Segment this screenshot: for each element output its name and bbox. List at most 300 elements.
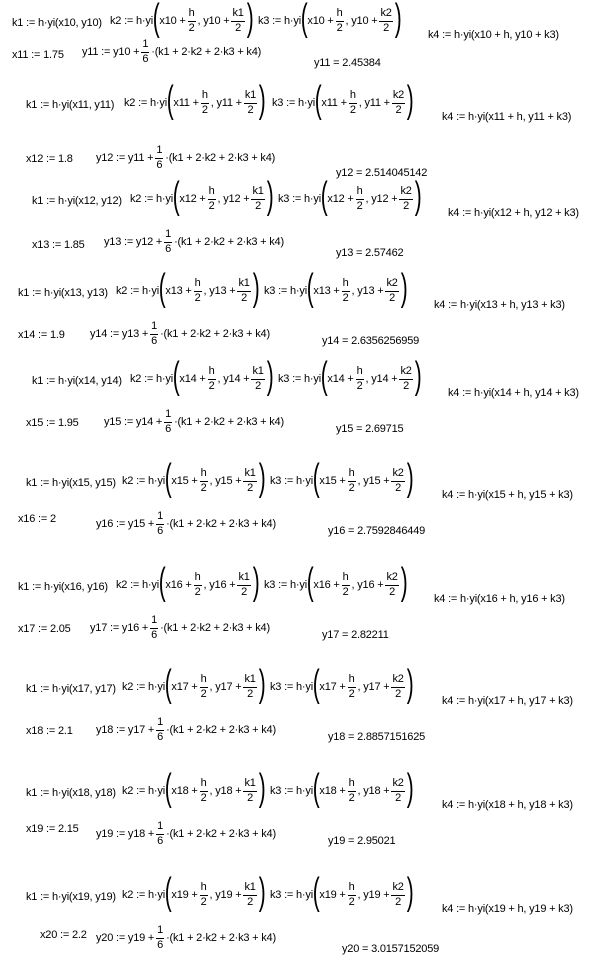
close-paren: )	[258, 79, 266, 121]
h-over-2-denominator: 2	[348, 482, 355, 494]
y-next-lhs: y20 := y19 +	[96, 932, 155, 944]
h-over-2-denominator: 2	[356, 200, 363, 212]
close-paren: )	[266, 355, 274, 397]
k1-over-2	[237, 571, 250, 599]
close-paren: )	[406, 457, 414, 499]
one-sixth-numerator: 1	[155, 144, 163, 159]
y-term: , y11 +	[210, 97, 242, 109]
h-over-2-denominator: 2	[348, 896, 355, 908]
one-sixth-denominator: 6	[165, 243, 172, 255]
k1-over-2-numerator: k1	[243, 673, 256, 688]
one-sixth	[155, 144, 163, 172]
y-term: , y15 +	[357, 475, 390, 487]
k2-definition	[130, 175, 274, 218]
x-term: x14 +	[179, 373, 206, 385]
k3-definition	[272, 79, 414, 122]
y-term: , y16 +	[351, 579, 384, 591]
one-sixth-denominator: 6	[157, 939, 164, 951]
close-paren: )	[258, 767, 266, 809]
k2-over-2-numerator: k2	[399, 185, 412, 200]
y-next-lhs: y11 := y10 +	[82, 46, 140, 58]
k2-over-2-denominator: 2	[383, 22, 390, 34]
y-result-value: 2.69715	[365, 423, 404, 435]
y-next-lhs: y19 := y18 +	[96, 828, 155, 840]
k2-definition	[116, 267, 260, 310]
k1-over-2	[244, 89, 257, 117]
one-sixth-denominator: 6	[157, 525, 164, 537]
y-result-lhs: y17 =	[322, 629, 352, 641]
k4-definition: k4 := h·yi(x18 + h, y18 + k3)	[442, 799, 573, 811]
y-next-result	[342, 942, 439, 956]
k3-definition	[270, 767, 414, 810]
k2-over-2	[385, 571, 398, 599]
y-term: , y19 +	[209, 889, 242, 901]
k4-definition: k4 := h·yi(x14 + h, y14 + k3)	[448, 387, 579, 399]
close-paren: )	[400, 561, 408, 603]
k1-over-2-denominator: 2	[241, 586, 248, 598]
x-term: x18 +	[319, 785, 346, 797]
x-term: x10 +	[307, 15, 334, 27]
k2-lhs: k2 := h·yi	[110, 15, 153, 27]
x-next-definition	[40, 928, 87, 942]
open-paren: (	[312, 663, 320, 705]
y-next-result	[328, 730, 425, 744]
y-next-lhs: y14 := y13 +	[90, 328, 149, 340]
k2-over-2-numerator: k2	[391, 467, 404, 482]
x-next-definition	[26, 152, 73, 166]
h-over-2	[348, 777, 356, 805]
y-next-lhs: y13 := y12 +	[104, 236, 163, 248]
h-over-2-denominator: 2	[200, 896, 207, 908]
k1-over-2-denominator: 2	[247, 792, 254, 804]
rk4-step-block	[0, 457, 594, 562]
rk4-step-block	[0, 561, 594, 666]
x-term: x17 +	[171, 681, 198, 693]
k3-definition	[270, 871, 414, 914]
k1-definition: k1 := h·yi(x12, y12)	[32, 195, 122, 207]
k2-over-2-numerator: k2	[391, 881, 404, 896]
k4-definition: k4 := h·yi(x16 + h, y16 + k3)	[434, 593, 565, 605]
k2-over-2	[391, 777, 404, 805]
k2-over-2-denominator: 2	[395, 482, 402, 494]
k1-over-2-numerator: k1	[251, 185, 264, 200]
open-paren: (	[158, 561, 166, 603]
k1-over-2-numerator: k1	[237, 571, 250, 586]
close-paren: )	[252, 561, 260, 603]
k3-lhs: k3 := h·yi	[278, 193, 321, 205]
h-over-2-denominator: 2	[201, 104, 208, 116]
x-next-definition	[18, 622, 71, 636]
y-result-lhs: y12 =	[336, 167, 366, 179]
k1-definition: k1 := h·yi(x13, y13)	[18, 287, 108, 299]
h-over-2	[348, 467, 356, 495]
k1-over-2	[243, 777, 256, 805]
y-result-lhs: y15 =	[336, 423, 366, 435]
one-sixth-numerator: 1	[156, 510, 164, 525]
weighted-sum: ·(k1 + 2·k2 + 2·k3 + k4)	[174, 416, 284, 428]
open-paren: (	[164, 767, 172, 809]
k1-over-2-numerator: k1	[243, 777, 256, 792]
k4-definition: k4 := h·yi(x12 + h, y12 + k3)	[448, 207, 579, 219]
x-term: x15 +	[171, 475, 198, 487]
y-result-lhs: y20 =	[342, 943, 372, 955]
h-over-2-denominator: 2	[188, 22, 195, 34]
y-term: , y13 +	[351, 285, 384, 297]
one-sixth-denominator: 6	[157, 731, 164, 743]
one-sixth-numerator: 1	[156, 820, 164, 835]
k3-lhs: k3 := h·yi	[270, 785, 313, 797]
x-term: x10 +	[159, 15, 186, 27]
rk4-step-block	[0, 79, 594, 184]
open-paren: (	[172, 175, 180, 217]
k2-lhs: k2 := h·yi	[130, 373, 173, 385]
k1-over-2	[243, 467, 256, 495]
h-over-2	[194, 571, 202, 599]
k1-over-2-denominator: 2	[255, 200, 262, 212]
y-result-lhs: y14 =	[322, 335, 352, 347]
y-next-lhs: y18 := y17 +	[96, 724, 155, 736]
y-term: , y14 +	[217, 373, 250, 385]
k2-definition	[116, 561, 260, 604]
one-sixth-numerator: 1	[156, 716, 164, 731]
x-next-definition	[26, 416, 79, 430]
k3-lhs: k3 := h·yi	[272, 97, 315, 109]
h-over-2-denominator: 2	[349, 104, 356, 116]
k1-over-2-denominator: 2	[247, 104, 254, 116]
h-over-2-numerator: h	[188, 7, 196, 22]
k1-definition: k1 := h·yi(x14, y14)	[32, 375, 122, 387]
k2-definition	[122, 457, 266, 500]
k1-over-2	[237, 277, 250, 305]
h-over-2-numerator: h	[201, 89, 209, 104]
k2-over-2-denominator: 2	[403, 200, 410, 212]
k2-definition	[124, 79, 266, 122]
k1-definition: k1 := h·yi(x17, y17)	[26, 683, 116, 695]
y-result-value: 2.45384	[342, 57, 381, 69]
close-paren: )	[252, 267, 260, 309]
y-result-value: 2.514045142	[365, 167, 428, 179]
close-paren: )	[266, 175, 274, 217]
k3-lhs: k3 := h·yi	[278, 373, 321, 385]
h-over-2-denominator: 2	[194, 586, 201, 598]
h-over-2	[349, 89, 357, 117]
x-term: x15 +	[319, 475, 346, 487]
k2-over-2-denominator: 2	[403, 380, 410, 392]
x-term: x16 +	[165, 579, 192, 591]
h-over-2	[194, 277, 202, 305]
close-paren: )	[406, 871, 414, 913]
h-over-2-denominator: 2	[200, 482, 207, 494]
x-next-lhs: x17 :=	[18, 623, 50, 635]
close-paren: )	[258, 457, 266, 499]
k1-over-2-denominator: 2	[241, 292, 248, 304]
k2-over-2	[385, 277, 398, 305]
x-next-definition	[26, 724, 73, 738]
k2-over-2-numerator: k2	[391, 673, 404, 688]
x-next-lhs: x12 :=	[26, 153, 58, 165]
h-over-2-denominator: 2	[348, 792, 355, 804]
one-sixth-numerator: 1	[150, 320, 158, 335]
k2-over-2	[379, 7, 392, 35]
x-term: x16 +	[313, 579, 340, 591]
h-over-2-denominator: 2	[200, 688, 207, 700]
one-sixth-denominator: 6	[156, 159, 163, 171]
x-next-value: 2	[49, 513, 56, 525]
open-paren: (	[314, 79, 322, 121]
rk4-step-block	[0, 175, 594, 280]
close-paren: )	[406, 767, 414, 809]
x-next-lhs: x16 :=	[18, 513, 50, 525]
y-term: , y17 +	[209, 681, 242, 693]
one-sixth	[156, 820, 164, 848]
close-paren: )	[414, 355, 422, 397]
y-result-value: 2.57462	[365, 247, 404, 259]
k2-definition	[122, 767, 266, 810]
weighted-sum: ·(k1 + 2·k2 + 2·k3 + k4)	[174, 236, 284, 248]
y-next-result	[314, 56, 381, 70]
y-result-lhs: y11 =	[314, 57, 343, 69]
h-over-2-numerator: h	[348, 777, 356, 792]
one-sixth	[150, 614, 158, 642]
k3-lhs: k3 := h·yi	[270, 475, 313, 487]
one-sixth	[150, 320, 158, 348]
h-over-2-denominator: 2	[208, 200, 215, 212]
close-paren: )	[394, 0, 402, 39]
y-term: , y11 +	[358, 97, 390, 109]
h-over-2-denominator: 2	[342, 586, 349, 598]
x-next-definition	[26, 822, 79, 836]
y-term: , y15 +	[209, 475, 242, 487]
weighted-sum: ·(k1 + 2·k2 + 2·k3 + k4)	[166, 932, 276, 944]
h-over-2-denominator: 2	[342, 292, 349, 304]
h-over-2-numerator: h	[348, 467, 356, 482]
y-result-value: 2.95021	[357, 835, 396, 847]
k3-definition	[278, 175, 422, 218]
x-term: x13 +	[165, 285, 192, 297]
y-term: , y18 +	[209, 785, 242, 797]
h-over-2-numerator: h	[336, 7, 344, 22]
y-term: , y16 +	[203, 579, 236, 591]
x-next-value: 2.1	[57, 725, 73, 737]
y-next-lhs: y15 := y14 +	[104, 416, 163, 428]
close-paren: )	[258, 871, 266, 913]
one-sixth-numerator: 1	[141, 38, 149, 53]
one-sixth-numerator: 1	[150, 614, 158, 629]
k1-over-2-numerator: k1	[251, 365, 264, 380]
k1-over-2	[231, 7, 244, 35]
x-next-value: 2.15	[57, 823, 79, 835]
open-paren: (	[312, 871, 320, 913]
h-over-2-numerator: h	[208, 185, 216, 200]
open-paren: (	[166, 79, 174, 121]
x-next-definition	[12, 48, 64, 62]
rk4-step-block	[0, 355, 594, 460]
h-over-2-numerator: h	[200, 673, 208, 688]
h-over-2-numerator: h	[348, 673, 356, 688]
h-over-2	[336, 7, 344, 35]
x-term: x19 +	[171, 889, 198, 901]
open-paren: (	[164, 871, 172, 913]
k1-over-2-numerator: k1	[231, 7, 244, 22]
y-next-lhs: y12 := y11 +	[96, 152, 154, 164]
k2-lhs: k2 := h·yi	[116, 579, 159, 591]
x-term: x14 +	[327, 373, 354, 385]
x-next-definition	[32, 238, 85, 252]
y-next-definition	[104, 228, 284, 256]
y-next-result	[328, 524, 425, 538]
x-next-lhs: x11 :=	[12, 49, 44, 61]
y-next-definition	[96, 144, 275, 172]
x-term: x19 +	[319, 889, 346, 901]
k2-over-2-denominator: 2	[395, 896, 402, 908]
k2-over-2-denominator: 2	[389, 586, 396, 598]
k2-over-2-denominator: 2	[395, 104, 402, 116]
x-term: x18 +	[171, 785, 198, 797]
y-next-definition	[96, 510, 276, 538]
x-next-lhs: x19 :=	[26, 823, 58, 835]
y-next-lhs: y17 := y16 +	[90, 622, 149, 634]
x-next-lhs: x15 :=	[26, 417, 58, 429]
k2-lhs: k2 := h·yi	[122, 475, 165, 487]
y-next-result	[336, 166, 427, 180]
k4-definition: k4 := h·yi(x17 + h, y17 + k3)	[442, 695, 573, 707]
h-over-2-numerator: h	[356, 185, 364, 200]
weighted-sum: ·(k1 + 2·k2 + 2·k3 + k4)	[166, 724, 276, 736]
h-over-2-denominator: 2	[200, 792, 207, 804]
k1-definition: k1 := h·yi(x19, y19)	[26, 891, 116, 903]
close-paren: )	[406, 663, 414, 705]
k4-definition: k4 := h·yi(x13 + h, y13 + k3)	[434, 299, 565, 311]
h-over-2	[208, 185, 216, 213]
rk4-step-block	[0, 767, 594, 872]
h-over-2-denominator: 2	[336, 22, 343, 34]
y-term: , y18 +	[357, 785, 390, 797]
h-over-2-numerator: h	[200, 881, 208, 896]
k2-over-2-numerator: k2	[385, 571, 398, 586]
k1-over-2-denominator: 2	[255, 380, 262, 392]
weighted-sum: ·(k1 + 2·k2 + 2·k3 + k4)	[165, 152, 276, 164]
x-next-definition	[18, 512, 56, 526]
close-paren: )	[246, 0, 254, 39]
close-paren: )	[414, 175, 422, 217]
y-term: , y14 +	[365, 373, 398, 385]
y-next-definition	[96, 716, 276, 744]
k2-lhs: k2 := h·yi	[130, 193, 173, 205]
y-term: , y12 +	[217, 193, 250, 205]
k3-definition	[278, 355, 422, 398]
open-paren: (	[312, 767, 320, 809]
one-sixth-denominator: 6	[142, 53, 149, 65]
y-next-definition	[104, 408, 284, 436]
one-sixth-denominator: 6	[165, 423, 172, 435]
weighted-sum: ·(k1 + 2·k2 + 2·k3 + k4)	[160, 622, 270, 634]
x-next-value: 2.05	[49, 623, 71, 635]
open-paren: (	[306, 267, 314, 309]
k2-over-2-numerator: k2	[391, 777, 404, 792]
y-result-value: 2.8857151625	[357, 731, 426, 743]
y-term: , y19 +	[357, 889, 390, 901]
x-next-value: 1.75	[43, 49, 64, 61]
x-next-lhs: x18 :=	[26, 725, 58, 737]
y-term: , y13 +	[203, 285, 236, 297]
x-next-definition	[18, 328, 65, 342]
h-over-2-numerator: h	[194, 571, 202, 586]
h-over-2-numerator: h	[200, 467, 208, 482]
k2-lhs: k2 := h·yi	[116, 285, 159, 297]
k1-over-2-numerator: k1	[243, 467, 256, 482]
h-over-2-numerator: h	[348, 881, 356, 896]
k1-definition: k1 := h·yi(x15, y15)	[26, 477, 116, 489]
x-next-value: 1.8	[57, 153, 73, 165]
k2-over-2-denominator: 2	[395, 792, 402, 804]
k2-over-2-numerator: k2	[399, 365, 412, 380]
open-paren: (	[164, 457, 172, 499]
h-over-2-numerator: h	[342, 277, 350, 292]
open-paren: (	[312, 457, 320, 499]
y-result-lhs: y18 =	[328, 731, 358, 743]
y-next-result	[328, 834, 395, 848]
k2-over-2-numerator: k2	[379, 7, 392, 22]
k2-over-2-numerator: k2	[392, 89, 405, 104]
weighted-sum: ·(k1 + 2·k2 + 2·k3 + k4)	[160, 328, 270, 340]
k4-definition: k4 := h·yi(x11 + h, y11 + k3)	[442, 111, 572, 123]
close-paren: )	[406, 79, 414, 121]
h-over-2	[200, 467, 208, 495]
h-over-2-denominator: 2	[194, 292, 201, 304]
y-next-result	[336, 246, 403, 260]
k2-lhs: k2 := h·yi	[122, 785, 165, 797]
y-result-value: 2.82211	[351, 629, 389, 641]
one-sixth	[156, 924, 164, 952]
y-next-definition	[90, 320, 270, 348]
k3-lhs: k3 := h·yi	[270, 889, 313, 901]
k1-over-2-denominator: 2	[235, 22, 242, 34]
k1-over-2-numerator: k1	[243, 881, 256, 896]
k3-lhs: k3 := h·yi	[258, 15, 301, 27]
k2-definition	[130, 355, 274, 398]
k1-over-2	[251, 365, 264, 393]
k2-lhs: k2 := h·yi	[122, 681, 165, 693]
open-paren: (	[158, 267, 166, 309]
y-term: , y10 +	[197, 15, 230, 27]
open-paren: (	[164, 663, 172, 705]
x-term: x12 +	[327, 193, 354, 205]
open-paren: (	[320, 355, 328, 397]
h-over-2	[342, 277, 350, 305]
x-next-value: 1.9	[49, 329, 65, 341]
x-term: x11 +	[173, 97, 199, 109]
k3-definition	[270, 457, 414, 500]
x-next-lhs: x13 :=	[32, 239, 64, 251]
y-next-result	[336, 422, 403, 436]
y-term: , y17 +	[357, 681, 390, 693]
k3-lhs: k3 := h·yi	[264, 579, 307, 591]
h-over-2-numerator: h	[356, 365, 364, 380]
one-sixth-numerator: 1	[164, 228, 172, 243]
k4-definition: k4 := h·yi(x10 + h, y10 + k3)	[428, 29, 559, 41]
h-over-2	[342, 571, 350, 599]
h-over-2	[200, 673, 208, 701]
k1-over-2	[251, 185, 264, 213]
h-over-2-numerator: h	[200, 777, 208, 792]
k3-definition	[264, 267, 408, 310]
open-paren: (	[172, 355, 180, 397]
k2-lhs: k2 := h·yi	[122, 889, 165, 901]
x-next-lhs: x14 :=	[18, 329, 50, 341]
k2-over-2	[399, 365, 412, 393]
open-paren: (	[152, 0, 160, 39]
h-over-2-numerator: h	[342, 571, 350, 586]
